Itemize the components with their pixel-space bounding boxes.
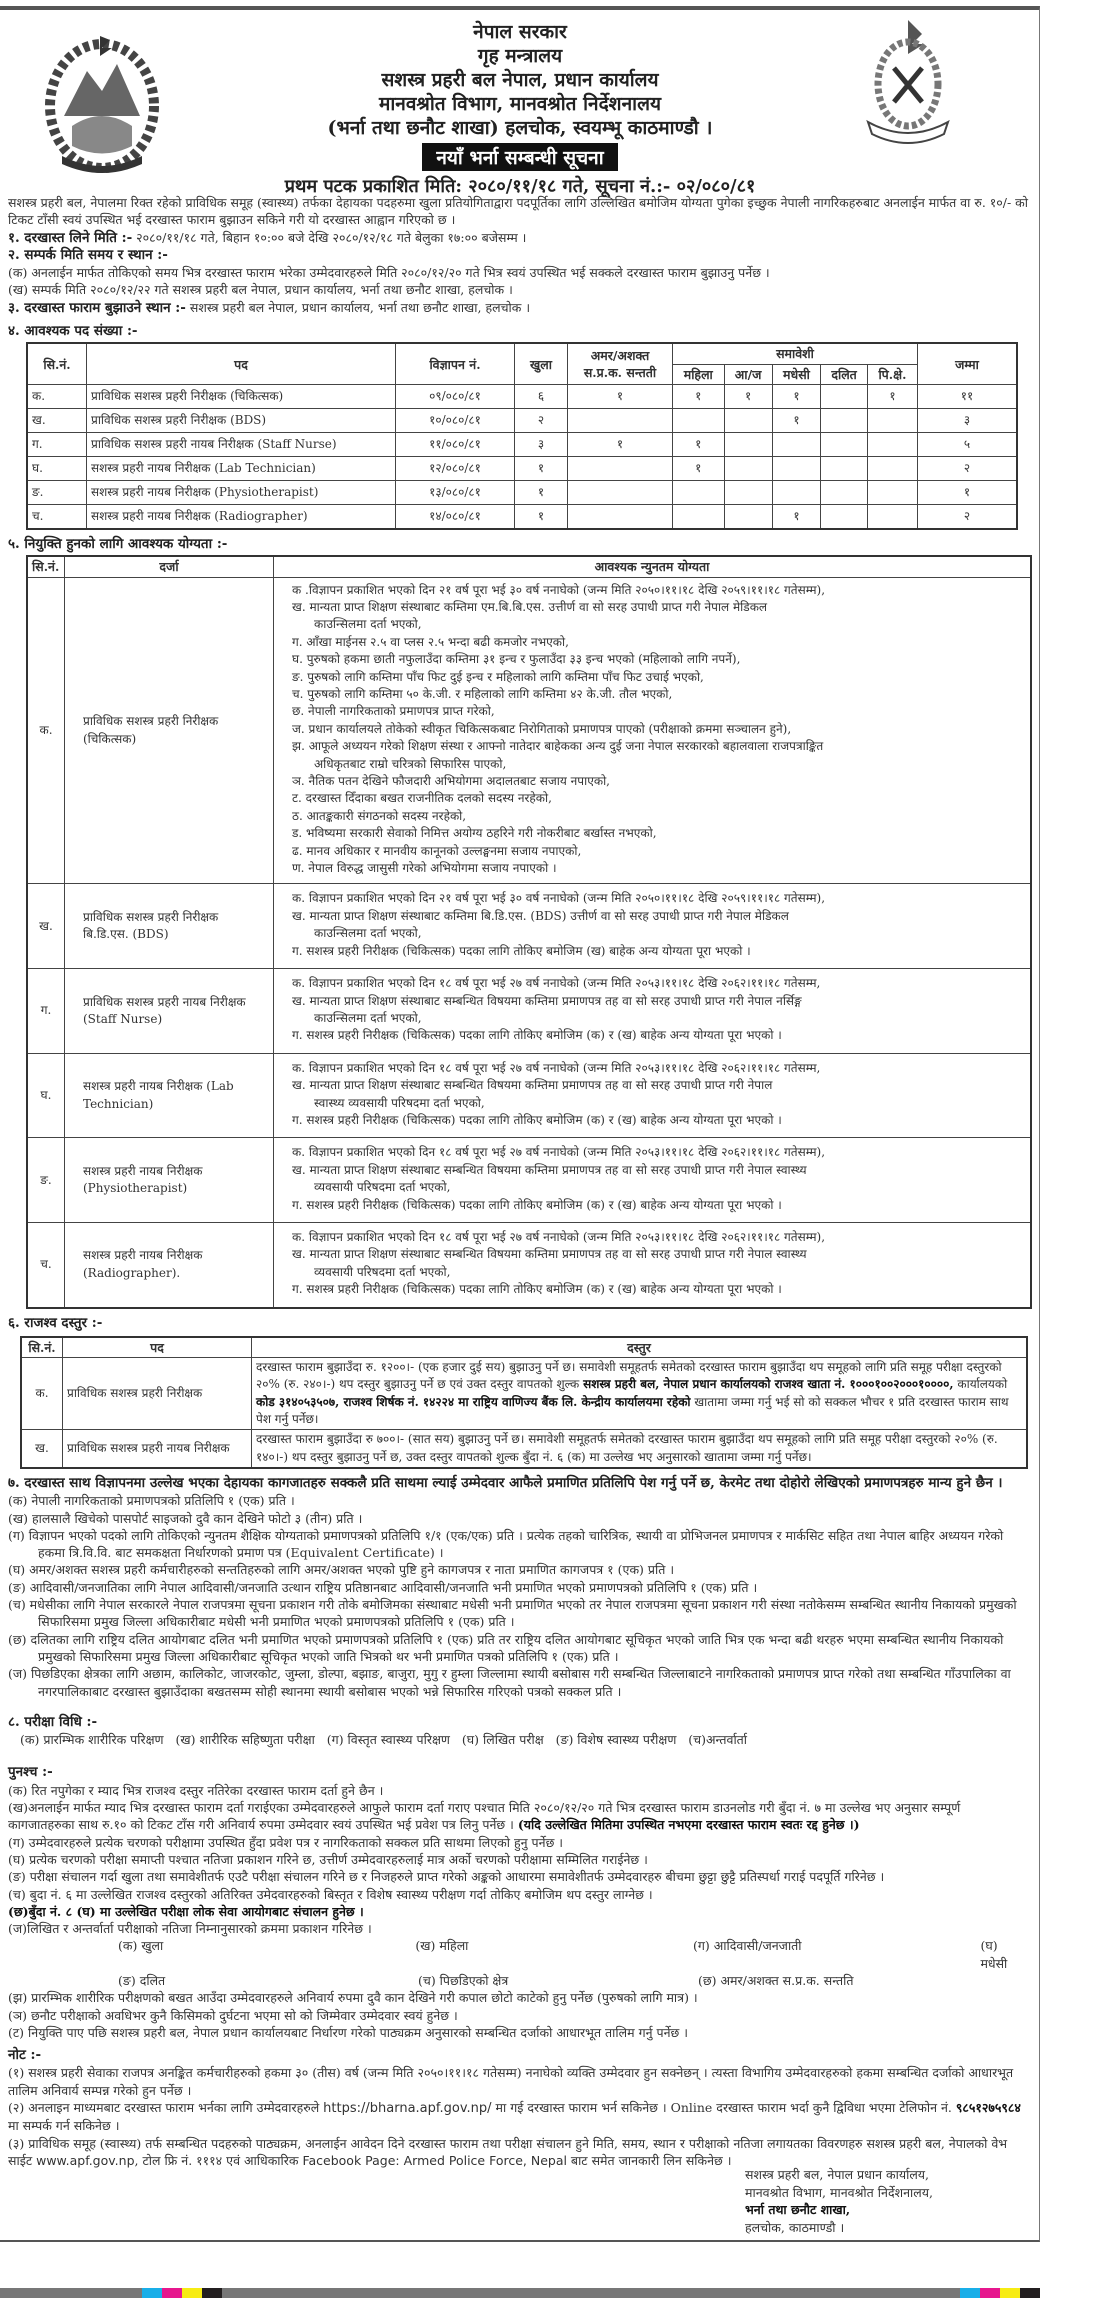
cell-sn: च. <box>27 504 87 529</box>
color-swatch <box>960 2288 980 2298</box>
table-row <box>27 504 1017 529</box>
col-post: पद <box>87 343 396 384</box>
cell-requirements <box>274 969 1032 1054</box>
table-row <box>27 1222 1031 1307</box>
postscript-item: (झ) प्रारम्भिक शारीरिक परीक्षणको बखत आउँदा उम्मेदवारहरुले अनिवार्य रुपमा दुवै कान देखिने गरी कपाल छोटो काटेको हुनु पर्नेछ (पुरुषको लागि मात्र) । <box>8 1990 698 2006</box>
cell-sn: क. <box>21 1358 63 1430</box>
requirement-line: ग. सशस्त्र प्रहरी निरीक्षक (चिकित्सक) पदका लागि तोकिए बमोजिम (क) र (ख) बाहेक अन्य योग्यता पूरा भएको । <box>292 1282 782 1297</box>
requirement-line: अधिकृतबाट राम्रो चरित्रको सिफारिस पाएको, <box>314 756 507 771</box>
order-item: (ङ) दलित <box>118 1972 166 1988</box>
cell-sn: घ. <box>27 1053 65 1138</box>
cell-women <box>673 408 725 432</box>
postscript-item: (च) बुदा नं. ६ मा उल्लेखित राजश्व दस्तुरको अतिरिक्त उमेदवारहरुको बिस्तृत र विशेष स्वास्थ्य परीक्षण गर्दा तोकिए बमोजिम थप दस्तुर लाग्नेछ । <box>8 1886 653 1902</box>
cell-post: प्राविधिक सशस्त्र प्रहरी निरीक्षक (BDS) <box>87 408 396 432</box>
requirement-line: ग. सशस्त्र प्रहरी निरीक्षक (चिकित्सक) पदका लागि तोकिए बमोजिम (क) र (ख) बाहेक अन्य योग्यता पूरा भएको । <box>292 1197 782 1212</box>
requirement-line: ढ. मानव अधिकार र मानवीय कानूनको उल्लङ्घनमा सजाय नपाएको, <box>292 843 582 858</box>
color-swatch <box>1020 2288 1040 2298</box>
cell-amar <box>568 480 673 504</box>
requirement-line: काउन्सिलमा दर्ता भएको, <box>314 926 422 941</box>
cell-madhesi <box>772 480 821 504</box>
cell-amar <box>568 456 673 480</box>
table-row <box>27 969 1031 1054</box>
cell-post: सशस्त्र प्रहरी नायब निरीक्षक (Radiographer) <box>87 504 396 529</box>
cell-fee: दरखास्त फाराम बुझाउँदा रु ७००।- (सात सय) बुझाउनु पर्ने छ। समावेशी समूहतर्फ समेतको दरखास्त फाराम बुझाउँदा थप समूहको लागि प्रति समूह परीक्षा दस्तुरको २०% (रु. १४०।-) थप दस्तुर बुझाउनु पर्ने छ, उक्त दस्तुर वापतको शुल्क बुँदा नं. ६ (क) मा उल्लेख भए अनुसारको खातामा जम्मा गर्नु पर्नेछ। <box>252 1430 1028 1468</box>
color-swatch <box>980 2288 1000 2298</box>
requirement-line: ग. आँखा माईनस २.५ वा प्लस २.५ भन्दा बढी कमजोर नभएको, <box>292 634 569 649</box>
color-swatch <box>162 2288 182 2298</box>
requirement-line: झ. आफूले अध्ययन गरेको शिक्षण संस्था र आफ्नो नातेदार बाहेकका अन्य दुई जना नेपाल सरकारको बहालवाला राजपत्राङ्कित <box>292 739 824 754</box>
note-title: नोट :- <box>8 2047 42 2064</box>
requirement-line: ठ. आतङ्ककारी संगठनको सदस्य नरहेको, <box>292 808 467 823</box>
notice-header <box>0 10 1040 200</box>
requirement-line: छ. नेपाली नागरिकताको प्रमाणपत्र प्राप्त गरेको, <box>292 704 495 719</box>
requirement-line: ग. सशस्त्र प्रहरी निरीक्षक (चिकित्सक) पदका लागि तोकिए बमोजिम (क) र (ख) बाहेक अन्य योग्यता पूरा भएको । <box>292 1112 782 1127</box>
col-sn: सि.नं. <box>21 1337 63 1358</box>
nepal-government-emblem-icon <box>42 26 162 176</box>
section-3-text: सशस्त्र प्रहरी बल नेपाल, प्रधान कार्यालय, भर्ना तथा छनौट शाखा, हलचोक । <box>185 299 531 315</box>
section-2-title: २. सम्पर्क मिति समय र स्थान :- <box>8 246 168 263</box>
fee-code: कोड ३१४०५३५०७, राजश्व शिर्षक नं. १४२२४ मा राष्ट्रिय वाणिज्य बैंक लि. केन्द्रीय कार्यालयमा रहेको <box>256 1394 691 1409</box>
cell-madhesi: १ <box>772 384 821 408</box>
cell-sn: ङ. <box>27 1138 65 1223</box>
cell-requirements <box>274 1222 1032 1307</box>
cell-open: १ <box>515 504 568 529</box>
requirement-line: काउन्सिलमा दर्ता भएको, <box>314 617 422 632</box>
cell-amar: १ <box>568 384 673 408</box>
document-item: (ज) पिछडिएका क्षेत्रका लागि अछाम, कालिकोट, जाजरकोट, जुम्ला, डोल्पा, बझाङ, बाजुरा, मुगु र हुम्ला जिल्लामा स्थायी बसोबास गरी सम्बन्धित जिल्लाबाटने नागरिकताको प्रमाणपत्र प्राप्त गरेको तथा सम्बन्धित गाँउपालिका वा नगरपालिकाबाट दरखास्त बुझाउँदाका बखतसम्म सोही स्थानमा स्थायी बसोबास भएको भन्ने सिफारिस गरिएको पत्रको सक्कल प्रति । <box>8 1666 1011 1699</box>
color-swatch <box>182 2288 202 2298</box>
header-line: गृह मन्त्रालय <box>477 45 563 67</box>
postscript-item: (ङ) परीक्षा संचालन गर्दा खुला तथा समावेशीतर्फ एउटै परीक्षा संचालन गरिने छ र निजहरुले प्राप्त गरेको अङ्कको आधारमा समावेशीतर्फ उम्मेदवारहरु बीचमा छुट्टा छुट्टै प्रतिस्पर्धा गराई पदपूर्ति गरिनेछ । <box>8 1869 885 1885</box>
documents-list <box>8 1492 1028 1700</box>
postscript-text: (ख)अनलाईन मार्फत म्याद भित्र दरखास्त फाराम दर्ता गराईएका उम्मेदवारहरुले आफुले फाराम दर्ता गराए पश्चात मिति २०८०/१२/२० गते भित्र दरखास्त फाराम डाउनलोड गरी बुँदा नं. ७ मा उल्लेख भए अनुसार सम्पूर्ण कागजातहरुका साथ रु.१० को टिकट टाँस गरी अनिवार्य रुपमा उम्मेदवार स्वयं उपस्थित भई प्रवेश पत्र लिनु पर्नेछ । <box>8 1800 961 1833</box>
cell-aj: १ <box>724 384 772 408</box>
order-item: (छ) अमर/अशक्त स.प्र.क. सन्तति <box>698 1972 854 1988</box>
cell-open: १ <box>515 456 568 480</box>
col-sn: सि.नं. <box>27 556 65 577</box>
document-item: (क) नेपाली नागरिकताको प्रमाणपत्रको प्रतिलिपि १ (एक) प्रति । <box>8 1493 295 1509</box>
cell-post: प्राविधिक सशस्त्र प्रहरी नायब निरीक्षक <box>63 1430 252 1468</box>
intro-paragraph: सशस्त्र प्रहरी बल, नेपालमा रिक्त रहेको प्राविधिक समूह (स्वास्थ्य) तर्फका देहायका पदहरुमा खुला प्रतियोगिताद्वारा पदपूर्तिका लागि उल्लिखित बमोजिम योग्यता पुगेका इच्छुक नेपाली नागरिकहरुबाट अनलाईन मार्फत वा रु. १०/- को टिकट टाँसी स्वयं उपस्थित भई दरखास्त फाराम बुझाउन सकिने गरी यो दरखास्त आह्वान गरिएको छ । <box>8 195 1029 228</box>
requirement-line: व्यवसायी परिषदमा दर्ता भएको, <box>314 1180 451 1195</box>
requirement-line: क. विज्ञापन प्रकाशित भएको दिन १८ वर्ष पूरा भई २७ वर्ष ननाघेको (जन्म मिति २०५३।११।१८ देखि २०६२।११।१८ गतेसम्म), <box>292 1229 826 1244</box>
requirement-line: ट. दरखास्त दिँदाका बखत राजनीतिक दलको सदस्य नरहेको, <box>292 791 552 806</box>
cell-sn: क. <box>27 384 87 408</box>
signature-line: सशस्त्र प्रहरी बल, नेपाल प्रधान कार्यालय, <box>745 2167 930 2182</box>
requirement-line: ख. मान्यता प्राप्त शिक्षण संस्थाबाट सम्बन्धित विषयमा कम्तिमा प्रमाणपत्र तह वा सो सरह उपाधी प्राप्त गरी नेपाल <box>292 1078 773 1093</box>
col-ad-no: विज्ञापन नं. <box>396 343 515 384</box>
table-row <box>27 384 1017 408</box>
section-1-text: २०८०/११/१८ गते, बिहान १०:०० बजे देखि २०८०/१२/१८ गते बेलुका १७:०० बजेसम्म । <box>132 229 527 245</box>
section-4-title: ४. आवश्यक पद संख्या :- <box>8 323 138 340</box>
note-text: मा सम्पर्क गर्न सकिनेछ । <box>8 2118 120 2134</box>
cell-post: प्राविधिक सशस्त्र प्रहरी निरीक्षक (चिकित्सक) <box>87 384 396 408</box>
cell-madhesi <box>772 456 821 480</box>
section-3-title: ३. दरखास्त फाराम बुझाउने स्थान :- <box>8 299 186 316</box>
fee-table <box>20 1336 1028 1469</box>
table-row <box>21 1358 1027 1430</box>
cell-requirements <box>274 884 1032 969</box>
requirement-line: ञ. नैतिक पतन देखिने फौजदारी अभियोगमा अदालतबाट सजाय नपाएको, <box>292 774 610 789</box>
cell-sn: ङ. <box>27 480 87 504</box>
cell-sn: घ. <box>27 456 87 480</box>
order-item: (ग) आदिवासी/जनजाती <box>692 1938 802 1954</box>
cell-sn: क. <box>27 577 65 884</box>
requirement-line: क. विज्ञापन प्रकाशित भएको दिन १८ वर्ष पूरा भई २७ वर्ष ननाघेको (जन्म मिति २०५३।११।१८ देखि २०६२।११।१८ गतेसम्म, <box>292 1060 821 1075</box>
signature-block <box>745 2166 933 2236</box>
cell-madhesi: १ <box>772 408 821 432</box>
exam-methods: (क) प्रारम्भिक शारीरिक परिक्षण (ख) शारीरिक सहिष्णुता परीक्षा (ग) विस्तृत स्वास्थ्य परिक्षण (घ) लिखित परीक्ष (ङ) विशेष स्वास्थ्य परीक्षण (च)अन्तर्वार्ता <box>20 1732 748 1748</box>
notice-body <box>8 194 1028 2169</box>
document-item: (ङ) आदिवासी/जनजातिका लागि नेपाल आदिवासी/जनजाति उत्थान राष्ट्रिय प्रतिष्ठानबाट आदिवासी/जनजाति भनी प्रमाणित भएको प्रमाणपत्रको प्रतिलिपि १ (एक) प्रति । <box>8 1579 758 1595</box>
note-text: (२) अनलाइन माध्यमबाट दरखास्त फाराम भर्नका लागि उम्मेदवारहरुले <box>8 2100 324 2116</box>
cell-rank: प्राविधिक सशस्त्र प्रहरी नायब निरीक्षक (Staff Nurse) <box>65 969 274 1054</box>
table-row <box>27 480 1017 504</box>
publish-date: प्रथम पटक प्रकाशित मिति: २०८०/११/१८ गते, सूचना नं.:- ०२/०८०/८१ <box>284 176 756 197</box>
section-6-title: ६. राजश्व दस्तुर :- <box>8 1314 103 1331</box>
postscript-item: (ट) नियुक्ति पाए पछि सशस्त्र प्रहरी बल, नेपाल प्रधान कार्यालयबाट निर्धारण गरेको पाठ्यक्रम अनुसारको सम्बन्धित दर्जाको आधारभूत तालिम गर्नु पर्नेछ । <box>8 2024 689 2040</box>
requirement-line: घ. पुरुषको हकमा छाती नफुलाउँदा कम्तिमा ३१ इन्च र फुलाउँदा ३३ इन्च भएको (महिलाको लागि नपर्ने), <box>292 652 741 667</box>
table-row <box>27 1053 1031 1138</box>
order-item: (च) पिछडिएको क्षेत्र <box>418 1972 509 1988</box>
cell-sn: ख. <box>21 1430 63 1468</box>
postscript-item: (छ)बुँदा नं. ८ (घ) मा उल्लेखित परीक्षा लोक सेवा आयोगबाट संचालन हुनेछ । <box>8 1903 364 1919</box>
color-swatch <box>142 2288 162 2298</box>
cell-backward <box>867 480 917 504</box>
signature-line: हलचोक, काठमाण्डौ । <box>745 2219 845 2235</box>
requirement-line: क .विज्ञापन प्रकाशित भएको दिन २१ वर्ष पूरा भई ३० वर्ष ननाघेको (जन्म मिति २०५०।११।१८ देखि २०५९।११।१८ गतेसम्म), <box>292 582 826 597</box>
cell-ad-no: १३/०८०/८१ <box>396 480 515 504</box>
table-row <box>27 408 1017 432</box>
cell-rank: सशस्त्र प्रहरी नायब निरीक्षक (Physiotherapist) <box>65 1138 274 1223</box>
col-backward: पि.क्षे. <box>867 364 917 384</box>
cell-post: सशस्त्र प्रहरी नायब निरीक्षक (Physiotherapist) <box>87 480 396 504</box>
cell-requirements <box>274 577 1032 884</box>
facebook-page-link[interactable]: Facebook Page: Armed Police Force, Nepal <box>302 2152 567 2168</box>
section-7-title: ७. दरखास्त साथ विज्ञापनमा उल्लेख भएका देहायका कागजातहरु सक्कलै प्रति साथमा ल्याई उम्मेदवार आफैले प्रमाणित प्रतिलिपि पेश गर्नु पर्ने छ, केरमेट तथा दोहोरो लेखिएको प्रमाणपत्रहरु मान्य हुने छैन । <box>8 1474 1003 1491</box>
cell-total: ५ <box>918 432 1018 456</box>
cell-backward <box>867 504 917 529</box>
col-fee: दस्तुर <box>252 1337 1028 1358</box>
cell-open: २ <box>515 408 568 432</box>
cell-sn: ख. <box>27 408 87 432</box>
requirement-line: क. विज्ञापन प्रकाशित भएको दिन १८ वर्ष पूरा भई २७ वर्ष ननाघेको (जन्म मिति २०५३।११।१८ देखि २०६२।११।१८ गतेसम्म, <box>292 976 821 991</box>
cell-rank: सशस्त्र प्रहरी नायब निरीक्षक (Lab Technician) <box>65 1053 274 1138</box>
cell-open: ३ <box>515 432 568 456</box>
table-row <box>21 1430 1027 1468</box>
cell-aj <box>724 480 772 504</box>
cell-amar: १ <box>568 432 673 456</box>
section-8-title: ८. परीक्षा विधि :- <box>8 1713 98 1730</box>
requirement-line: ख. मान्यता प्राप्त शिक्षण संस्थाबाट कम्तिमा बि.डि.एस. (BDS) उत्तीर्ण वा सो सरह उपाधी प्राप्त गरी नेपाल मेडिकल <box>292 908 789 923</box>
result-order <box>8 1972 1028 1989</box>
cell-open: ६ <box>515 384 568 408</box>
fee-text: कार्यालयको <box>953 1377 1008 1392</box>
col-madhesi: मधेसी <box>772 364 821 384</box>
document-item: (च) मधेसीका लागि नेपाल सरकारले नेपाल राजपत्रमा सूचना प्रकाशन गरी तोके बमोजिमका संस्थाबाट मधेसी भनी प्रमाणित भएको तर नेपाल राजपत्रमा सूचना प्रकाशन गरी संस्था नतोकेसम्म सम्बन्धित स्थानीय निकायको प्रमुखको सिफारिसमा प्रमुख जिल्ला अधिकारीबाट मधेसी भनी प्रमाणित भएको प्रमाणपत्रको प्रतिलिपि १ (एक) प्रति । <box>8 1597 1017 1630</box>
header-line: मानवश्रोत विभाग, मानवश्रोत निर्देशनालय <box>379 93 661 115</box>
fee-account: सशस्त्र प्रहरी बल, नेपाल प्रधान कार्यालयको राजश्व खाता नं. १०००१००२०००१००००, <box>583 1377 954 1392</box>
requirement-line: क. विज्ञापन प्रकाशित भएको दिन २१ वर्ष पूरा भई ३० वर्ष ननाघेको (जन्म मिति २०५०।११।१८ देखि २०५९।११।१८ गतेसम्म), <box>292 891 826 906</box>
note-item: (१) सशस्त्र प्रहरी सेवाका राजपत्र अनङ्कित कर्मचारीहरुको हकमा ३० (तीस) वर्ष (जन्म मिति २०५०।११।१८ गतेसम्म) ननाघेको व्यक्ति उम्मेदवार हुन सक्नेछन् । त्यस्ता विभागिय उम्मेदवारहरुको हकमा सम्बन्धित दर्जाको आधारभूत तालिम अनिवार्य सम्पन्न गरेको हुन पर्नेछ । <box>8 2065 1014 2098</box>
cell-women: १ <box>673 456 725 480</box>
cell-dalit <box>821 384 868 408</box>
requirement-line: व्यवसायी परिषदमा दर्ता भएको, <box>314 1264 451 1279</box>
header-line: सशस्त्र प्रहरी बल नेपाल, प्रधान कार्यालय <box>381 69 659 91</box>
cell-dalit <box>821 456 868 480</box>
cell-total: ११ <box>918 384 1018 408</box>
postscript-item: (घ) प्रत्येक चरणको परीक्षा समाप्ती पश्चात नतिजा प्रकाशन गरिने छ, उत्तीर्ण उम्मेदवारहरुलाई मात्र अर्को चरणको परीक्षामा सम्मिलित गराईनेछ । <box>8 1851 648 1867</box>
notice-page <box>0 6 1040 2242</box>
requirement-line: ज. प्रधान कार्यालयले तोकेको स्वीकृत चिकित्सकबाट निरोगिताको प्रमाणपत्र पाएको (परीक्षाको क्रममा सञ्चालन हुने), <box>292 721 792 736</box>
cell-total: ३ <box>918 408 1018 432</box>
note-text: बाट समेत जानकारी लिन सकिनेछ । <box>566 2152 732 2168</box>
note-item <box>8 2135 1028 2170</box>
color-swatch <box>202 2288 222 2298</box>
table-row <box>27 884 1031 969</box>
cell-women: १ <box>673 432 725 456</box>
section-1-title: १. दरखास्त लिने मिति :- <box>8 229 133 246</box>
requirement-line: ड. भविष्यमा सरकारी सेवाको निमित्त अयोग्य ठहरिने गरी नोकरीबाट बर्खास्त नभएको, <box>292 826 657 841</box>
col-dalit: दलित <box>821 364 868 384</box>
cell-dalit <box>821 432 868 456</box>
requirement-line: ख. मान्यता प्राप्त शिक्षण संस्थाबाट कम्तिमा एम.बि.बि.एस. उत्तीर्ण वा सो सरह उपाधी प्राप्त गरी नेपाल मेडिकल <box>292 599 768 614</box>
col-aj: आ/ज <box>724 364 772 384</box>
col-rank: दर्जा <box>65 556 274 577</box>
cell-rank: प्राविधिक सशस्त्र प्रहरी निरीक्षक बि.डि.एस. (BDS) <box>65 884 274 969</box>
requirement-line: काउन्सिलमा दर्ता भएको, <box>314 1010 422 1025</box>
cell-total: २ <box>918 456 1018 480</box>
col-women: महिला <box>673 364 725 384</box>
website-link[interactable]: www.apf.gov.np <box>36 2152 135 2168</box>
note-item <box>8 2099 1028 2135</box>
postscript-bold: (यदि उल्लेखित मितिमा उपस्थित नभएमा दरखास्त फाराम स्वतः रद्द हुनेछ ।) <box>517 1817 860 1833</box>
requirement-line: स्वास्थ्य व्यवसायी परिषदमा दर्ता भएको, <box>314 1095 485 1110</box>
notice-banner: नयाँ भर्ना सम्बन्धी सूचना <box>422 143 617 171</box>
cell-madhesi: १ <box>772 504 821 529</box>
order-item: (क) खुला <box>118 1938 164 1954</box>
cell-requirements <box>274 1053 1032 1138</box>
col-amar: अमर/अशक्त स.प्र.क. सन्तती <box>568 343 673 384</box>
table-row <box>27 432 1017 456</box>
order-item: (ख) महिला <box>415 1938 469 1954</box>
cell-aj <box>724 408 772 432</box>
requirement-line: ख. मान्यता प्राप्त शिक्षण संस्थाबाट सम्बन्धित विषयमा कम्तिमा प्रमाणपत्र तह वा सो सरह उपाधी प्राप्त गरी नेपाल स्वास्थ्य <box>292 1247 807 1262</box>
cell-women <box>673 480 725 504</box>
cell-backward <box>867 456 917 480</box>
table-row <box>27 1138 1031 1223</box>
cell-dalit <box>821 504 868 529</box>
cell-backward <box>867 432 917 456</box>
cell-madhesi <box>772 432 821 456</box>
document-item: (घ) अमर/अशक्त सशस्त्र प्रहरी कर्मचारीहरुको सन्ततिहरुको लागि अमर/अशक्त भएको पुष्टि हुने कागजपत्र र नाता प्रमाणित कागजपत्र १ (एक) प्रति । <box>8 1562 675 1578</box>
document-item: (ग) विज्ञापन भएको पदको लागि तोकिएको न्युनतम शैक्षिक योग्यताको प्रमाणपत्रको प्रतिलिपि १/१ (एक/एक) प्रति । प्रत्येक तहको चारित्रिक, स्थायी वा प्रोभिजनल प्रमाणपत्र र मार्कसिट सहित तथा नेपाल बाहिर अध्ययन गरेको हकमा त्रि.वि.वि. बाट समकक्षता निर्धारणको प्रमाण पत्र (Equivalent Certificate) । <box>8 1527 1004 1561</box>
document-item: (छ) दलितका लागि राष्ट्रिय दलित आयोगबाट दलित भनी प्रमाणित भएको प्रमाणपत्रको प्रतिलिपि १ (एक) प्रति तर राष्ट्रिय दलित आयोगबाट सूचिकृत भएको जाति भित्र एक भन्दा बढी थरहरु भएमा सम्बन्धित स्थानीय निकायको प्रमुखको सिफारिसमा प्रमुख जिल्ला अधिकारीबाट सूचिकृत भएको जाति भित्रको थर भनी प्रमाणित पत्रको प्रतिलिपि १ (एक) प्रति । <box>8 1631 1004 1664</box>
table-row <box>27 456 1017 480</box>
table-row <box>27 577 1031 884</box>
result-order <box>8 1937 1028 1972</box>
col-open: खुला <box>515 343 568 384</box>
requirement-line: ख. मान्यता प्राप्त शिक्षण संस्थाबाट सम्बन्धित विषयमा कम्तिमा प्रमाणपत्र तह वा सो सरह उपाधी प्राप्त गरी नेपाल स्वास्थ्य <box>292 1162 807 1177</box>
cell-amar <box>568 504 673 529</box>
col-post: पद <box>63 1337 252 1358</box>
note-text: मा गई दरखास्त फाराम भर्न सकिनेछ । Online दरखास्त फाराम भर्दा कुनै द्विविधा भएमा टेलिफोन नं. <box>491 2100 956 2116</box>
signature-line: मानवश्रोत विभाग, मानवश्रोत निर्देशनालय, <box>745 2184 933 2200</box>
postscript-item: (ग) उम्मेदवारहरुले प्रत्येक चरणको परीक्षामा उपस्थित हुँदा प्रवेश पत्र र नागरिकताको सक्कल प्रति साथमा लिएको हुनु पर्नेछ । <box>8 1834 564 1850</box>
cell-post: प्राविधिक सशस्त्र प्रहरी नायब निरीक्षक (Staff Nurse) <box>87 432 396 456</box>
cell-rank: प्राविधिक सशस्त्र प्रहरी निरीक्षक (चिकित्सक) <box>65 577 274 884</box>
print-registration-strip <box>0 2288 1040 2298</box>
requirement-line: च. पुरुषको लागि कम्तिमा ५० के.जी. र महिलाको लागि कम्तिमा ४२ के.जी. तौल भएको, <box>292 687 673 701</box>
cell-ad-no: १०/०८०/८१ <box>396 408 515 432</box>
requirement-line: ग. सशस्त्र प्रहरी निरीक्षक (चिकित्सक) पदका लागि तोकिए बमोजिम (ख) बाहेक अन्य योग्यता पूरा भएको । <box>292 943 751 958</box>
header-line: नेपाल सरकार <box>473 21 567 43</box>
postscript-item: (ञ) छनौट परीक्षाको अवधिभर कुनै किसिमको दुर्घटना भएमा सो को जिम्मेवार उम्मेदवार स्वयं हुनेछ । <box>8 2007 458 2023</box>
cell-dalit <box>821 480 868 504</box>
cell-ad-no: ०९/०८०/८१ <box>396 384 515 408</box>
cell-sn: च. <box>27 1222 65 1307</box>
cell-open: १ <box>515 480 568 504</box>
note-text: , टोल फ्रि नं. १११४ एवं आधिकारिक <box>134 2152 303 2168</box>
cell-dalit <box>821 408 868 432</box>
requirement-line: क. विज्ञापन प्रकाशित भएको दिन १८ वर्ष पूरा भई २७ वर्ष ननाघेको (जन्म मिति २०५३।११।१८ देखि २०६२।११।१८ गतेसम्म), <box>292 1145 826 1160</box>
fee-text: खातामा जम्मा गर्नु भई सो को सक्कल भौचर १ प्रति दरखास्त फाराम साथ पेश गर्नु पर्नेछ। <box>256 1394 1009 1427</box>
col-total: जम्मा <box>918 343 1018 384</box>
cell-backward: १ <box>867 384 917 408</box>
qualification-table <box>26 555 1032 1308</box>
cell-rank: सशस्त्र प्रहरी नायब निरीक्षक (Radiographer). <box>65 1222 274 1307</box>
cell-ad-no: १२/०८०/८१ <box>396 456 515 480</box>
cell-sn: ग. <box>27 432 87 456</box>
cell-women: १ <box>673 384 725 408</box>
section-2-item: (ख) सम्पर्क मिति २०८०/१२/२२ गते सशस्त्र प्रहरी बल नेपाल, प्रधान कार्यालय, भर्ना तथा छनौट शाखा, हलचोक । <box>8 282 513 298</box>
fee-text: दरखास्त फाराम बुझाउँदा रु. १२००।- (एक हजार दुई सय) बुझाउनु पर्ने छ। समावेशी समूहतर्फ समेतको दरखास्त फाराम बुझाउँदा थप समूहको लागि प्रति समूह परीक्षा दस्तुरको २०% (रु. २४०।-) थप दस्तुर बुझाउनु पर्ने छ एवं उक्त दस्तुर वापतको शुल्क <box>256 1360 1002 1392</box>
col-sn: सि.नं. <box>27 343 87 384</box>
postscript-title: पुनश्च :- <box>8 1764 53 1781</box>
requirement-line: ग. सशस्त्र प्रहरी निरीक्षक (चिकित्सक) पदका लागि तोकिए बमोजिम (क) र (ख) बाहेक अन्य योग्यता पूरा भएको । <box>292 1028 782 1043</box>
cell-requirements <box>274 1138 1032 1223</box>
cell-backward <box>867 408 917 432</box>
section-2-item: (क) अनलाईन मार्फत तोकिएको समय भित्र दरखास्त फाराम भरेका उम्मेदवारहरुले मिति २०८०/१२/२० गते भित्र स्वयं उपस्थित भई सक्कले दरखास्त फाराम बुझाउनु पर्नेछ । <box>8 265 770 281</box>
section-5-title: ५. नियुक्ति हुनको लागि आवश्यक योग्यता :- <box>8 535 228 552</box>
cell-total: १ <box>918 480 1018 504</box>
header-line: (भर्ना तथा छनौट शाखा) हलचोक, स्वयम्भू काठमाण्डौ । <box>327 117 713 139</box>
phone-number: ९८५१२७५९८४ <box>955 2100 1021 2116</box>
cell-sn: ग. <box>27 969 65 1054</box>
document-item: (ख) हालसालै खिचेको पासपोर्ट साइजको दुवै कान देखिने फोटो ३ (तीन) प्रति । <box>8 1510 363 1526</box>
cell-aj <box>724 456 772 480</box>
order-item: (घ) मधेसी <box>980 1938 1008 1971</box>
postscript-item: (क) रित नपुगेका र म्याद भित्र राजश्व दस्तुर नतिरेका दरखास्त फाराम दर्ता हुने छैन । <box>8 1782 384 1798</box>
apply-url-link[interactable]: https://bharna.apf.gov.np/ <box>323 2101 492 2117</box>
postscript-item: (ज)लिखित र अन्तर्वार्ता परीक्षाको नतिजा निम्नानुसारको क्रममा प्रकाशन गरिनेछ । <box>8 1921 372 1937</box>
cell-sn: ख. <box>27 884 65 969</box>
signature-line: भर्ना तथा छनौट शाखा, <box>745 2202 851 2217</box>
armed-police-force-emblem-icon <box>858 18 958 148</box>
posts-table <box>26 342 1018 530</box>
cell-aj <box>724 432 772 456</box>
cell-post: प्राविधिक सशस्त्र प्रहरी निरीक्षक <box>63 1358 252 1430</box>
requirement-line: ण. नेपाल विरुद्ध जासुसी गरेको अभियोगमा सजाय नपाएको । <box>292 861 557 876</box>
col-inclusive: समावेशी <box>673 343 918 364</box>
postscript-item <box>8 1799 1028 1834</box>
cell-fee <box>252 1358 1028 1430</box>
col-requirements: आवश्यक न्युनतम योग्यता <box>274 556 1032 577</box>
cell-total: २ <box>918 504 1018 529</box>
color-swatch <box>1000 2288 1020 2298</box>
cell-women <box>673 504 725 529</box>
requirement-line: ङ. पुरुषको लागि कम्तिमा पाँच फिट दुई इन्च र महिलाको लागि कम्तिमा पाँच फिट उचाई भएको, <box>292 669 704 684</box>
cell-ad-no: १४/०८०/८१ <box>396 504 515 529</box>
cell-post: सशस्त्र प्रहरी नायब निरीक्षक (Lab Technician) <box>87 456 396 480</box>
note-text: (३) प्राविधिक समूह (स्वास्थ्य) तर्फ सम्बन्धित पदहरुको पाठ्यक्रम, अनलाईन आवेदन दिने दरखास्त फाराम तथा परीक्षा संचालन हुने मिति, समय, स्थान र परीक्षाको नतिजा लगायतका विवरणहरु सशस्त्र प्रहरी बल, नेपालको वेभ साईट <box>8 2135 1008 2168</box>
cell-amar <box>568 408 673 432</box>
cell-ad-no: ११/०८०/८१ <box>396 432 515 456</box>
requirement-line: ख. मान्यता प्राप्त शिक्षण संस्थाबाट सम्बन्धित विषयमा कम्तिमा प्रमाणपत्र तह वा सो सरह उपाधी प्राप्त गरी नेपाल नर्सिङ्ग <box>292 993 802 1008</box>
cell-aj <box>724 504 772 529</box>
